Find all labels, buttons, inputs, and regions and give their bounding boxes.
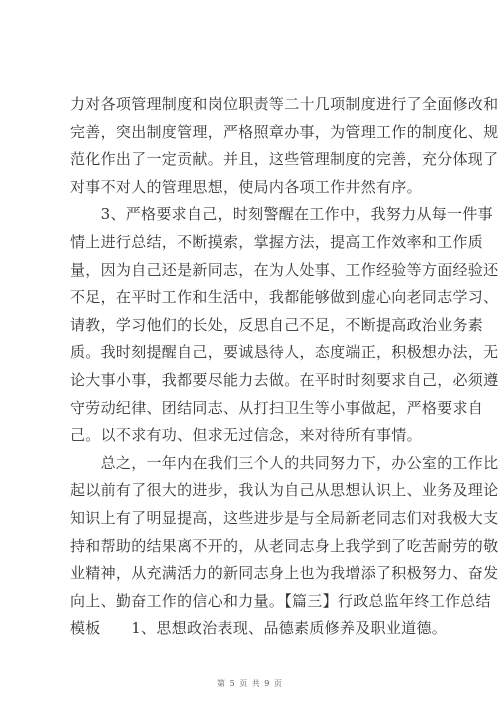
text-line: 起以前有了很大的进步，我认为自己从思想认识上、业务及理论 (70, 481, 499, 500)
text-line: 模板 1、思想政治表现、品德素质修养及职业道德。 (70, 619, 448, 638)
text-line: 对事不对人的管理思想，使局内各项工作井然有序。 (70, 177, 422, 196)
text-line: 向上、勤奋工作的信心和力量。【篇三】行政总监年终工作总结 (70, 591, 491, 610)
text-line: 完善，突出制度管理，严格照章办事，为管理工作的制度化、规 (70, 122, 499, 141)
text-line: 量，因为自己还是新同志，在为人处事、工作经验等方面经验还 (70, 260, 499, 279)
text-line: 总之，一年内在我们三个人的共同努力下，办公室的工作比 (70, 453, 499, 472)
text-line: 守劳动纪律、团结同志、从打扫卫生等小事做起，严格要求自 (70, 398, 484, 417)
text-line: 范化作出了一定贡献。并且，这些管理制度的完善，充分体现了 (70, 150, 499, 169)
text-line: 质。我时刻提醒自己，要诚恳待人，态度端正，积极想办法，无 (70, 343, 499, 362)
document-body (70, 91, 499, 643)
text-line: 论大事小事，我都要尽能力去做。在平时时刻要求自己，必须遵 (70, 370, 499, 389)
text-line: 情上进行总结，不断摸索，掌握方法，提高工作效率和工作质 (70, 232, 484, 251)
text-line: 业精神，从充满活力的新同志身上也为我增添了积极努力、奋发 (70, 564, 499, 583)
text-line: 请教，学习他们的长处，反思自己不足，不断提高政治业务素 (70, 315, 484, 334)
text-line: 不足，在平时工作和生活中，我都能够做到虚心向老同志学习、 (70, 288, 499, 307)
text-line: 3、严格要求自己，时刻警醒在工作中，我努力从每一件事 (70, 205, 493, 224)
text-line: 己。以不求有功、但求无过信念，来对待所有事情。 (70, 426, 422, 445)
page-number-footer: 第 5 页 共 9 页 (217, 679, 283, 688)
text-line: 知识上有了明显提高，这些进步是与全局新老同志们对我极大支 (70, 508, 499, 527)
text-line: 持和帮助的结果离不开的，从老同志身上我学到了吃苦耐劳的敬 (70, 536, 499, 555)
text-line: 力对各项管理制度和岗位职责等二十几项制度进行了全面修改和 (70, 95, 499, 113)
